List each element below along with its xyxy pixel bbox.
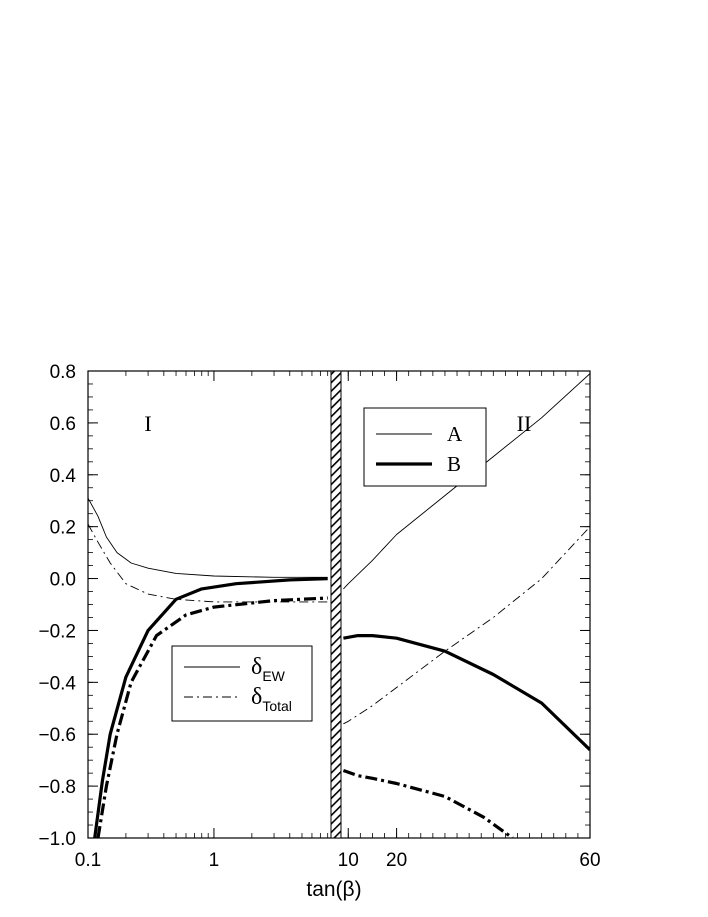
y-tick-label: 0.6	[49, 413, 76, 435]
x-axis-title: tan(β)	[306, 878, 362, 901]
y-tick-label: −0.6	[38, 725, 76, 747]
series-line-b-total-region-ii	[343, 771, 512, 839]
legend-quantities	[172, 646, 312, 721]
y-tick-label: −0.2	[38, 621, 76, 643]
x-tick-label: 20	[386, 850, 408, 871]
y-tick-label: −0.8	[38, 777, 76, 799]
y-tick-label: −0.4	[38, 673, 76, 695]
legend-label-ew: $\delta_{EW}$	[251, 654, 285, 684]
x-tick-label: 0.1	[74, 850, 102, 871]
x-tick-label: 10	[337, 850, 359, 871]
y-tick-label: 0.0	[49, 569, 76, 591]
series-line-a-total-region-i	[88, 524, 328, 602]
region-separator	[331, 371, 341, 838]
y-tick-label: 0.4	[49, 465, 76, 487]
legend-label-a: A	[447, 422, 463, 446]
x-tick-label: 60	[579, 850, 601, 871]
legend-models	[364, 408, 486, 486]
series-line-b-ew-region-ii	[343, 636, 590, 750]
x-tick-label: 1	[208, 850, 220, 871]
y-tick-label: −1.0	[38, 829, 76, 850]
y-tick-label: 0.2	[49, 517, 76, 539]
legend-label-total: $\delta_{Total}$	[251, 684, 292, 714]
legend-label-b: B	[447, 452, 462, 476]
y-tick-label: 0.8	[49, 362, 76, 383]
series-line-a-total-region-ii	[343, 527, 590, 724]
region-label-ii: II	[516, 411, 532, 436]
region-label-i: I	[144, 411, 152, 436]
series-line-a-ew-region-i	[88, 498, 328, 577]
